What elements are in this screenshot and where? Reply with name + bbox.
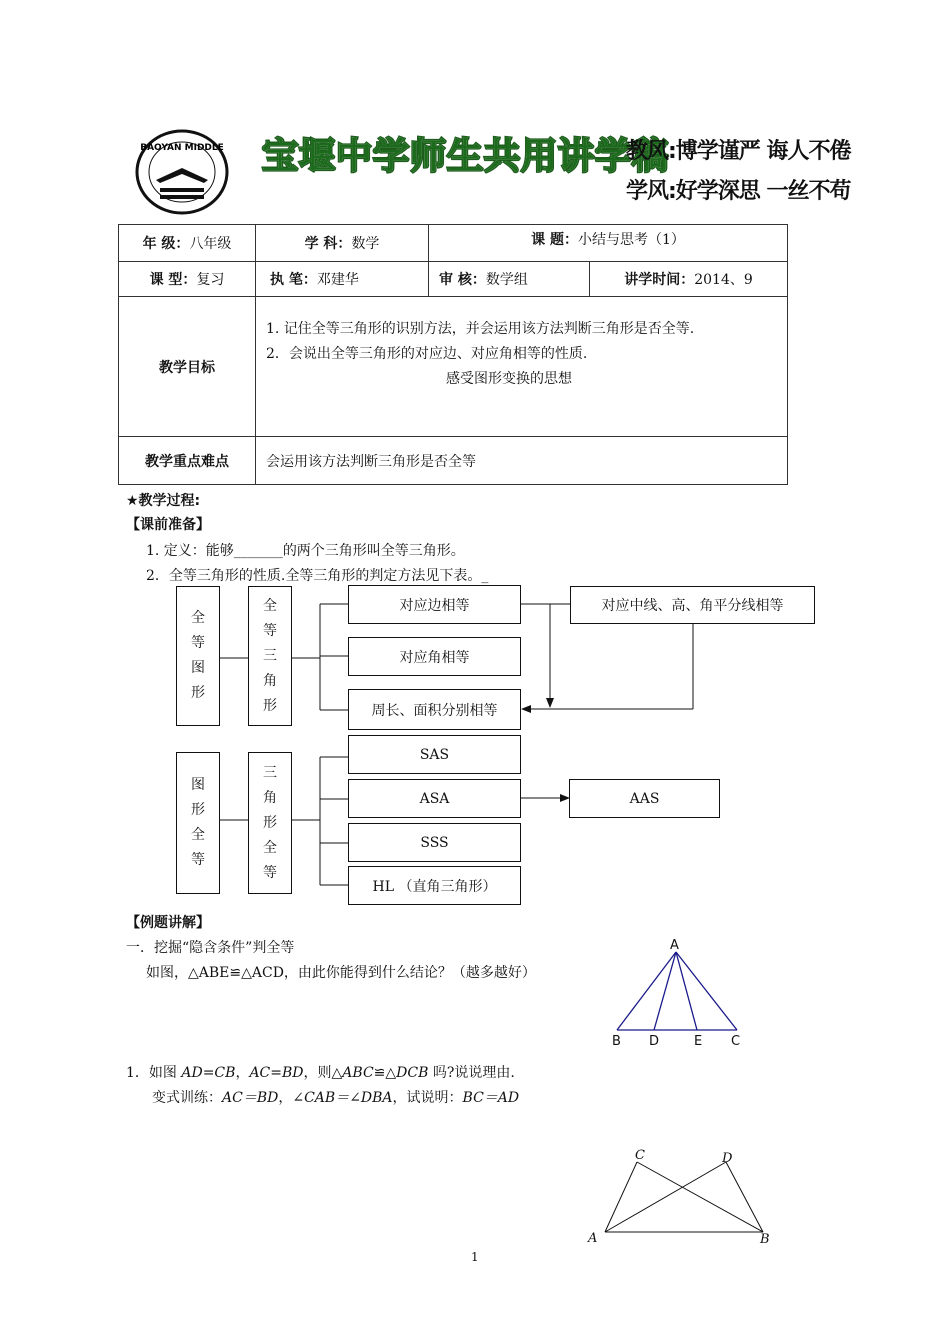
author-cell: 执 笔：邓建华	[256, 262, 429, 297]
label-b: B	[612, 1034, 621, 1049]
box-figure-congruence: 图 形 全 等	[176, 752, 220, 894]
box-medians-heights-equal: 对应中线、高、角平分线相等	[570, 586, 815, 624]
goal-2: 2．会说出全等三角形的对应边、对应角相等的性质.	[266, 346, 588, 362]
segment-ac	[676, 952, 737, 1030]
motto-learning: 学风:好学深思 一丝不苟	[626, 179, 851, 204]
examples-title: 【例题讲解】	[126, 915, 210, 931]
review-cell: 审 核：数学组	[429, 262, 590, 297]
example-1-question: 如图，△ABE≌△ACD，由此你能得到什么结论？（越多越好）	[146, 965, 536, 981]
box-sas: SAS	[348, 735, 521, 774]
goals-label: 教学目标	[119, 297, 256, 437]
prep-item-2: 2．全等三角形的性质.全等三角形的判定方法见下表。_	[146, 568, 489, 584]
goal-1: 1. 记住全等三角形的识别方法，并会运用该方法判断三角形是否全等.	[266, 321, 695, 337]
box-congruent-triangles: 全 等 三 角 形	[248, 586, 292, 726]
box-aas: AAS	[569, 779, 720, 818]
label-b: B	[760, 1232, 770, 1247]
label-a: A	[670, 938, 679, 953]
example-1-title: 一．挖掘“隐含条件”判全等	[126, 940, 295, 956]
prep-item-1: 1. 定义：能够_______的两个三角形叫全等三角形。	[146, 543, 465, 559]
key-label: 教学重点难点	[119, 437, 256, 485]
motto-teaching: 教风:博学谨严 诲人不倦	[626, 139, 851, 164]
label-d: D	[649, 1034, 660, 1049]
subject-cell: 学 科：数学	[256, 225, 429, 262]
label-a: A	[588, 1231, 598, 1246]
prep-title: 【课前准备】	[126, 517, 210, 533]
label-d: D	[722, 1151, 733, 1166]
figure-triangle-abc	[600, 935, 760, 1050]
figure-quadrilateral-abcd	[580, 1140, 780, 1250]
box-congruent-figures: 全 等 图 形	[176, 586, 220, 726]
label-c: C	[635, 1148, 645, 1163]
example-2-question: 1．如图 AD=CB，AC=BD，则△ABC≌△DCB 吗?说说理由.	[126, 1065, 515, 1081]
svg-text:BAOYAN MIDDLE: BAOYAN MIDDLE	[140, 143, 224, 153]
goal-3: 感受图形变换的思想	[446, 371, 572, 387]
label-c: C	[731, 1034, 741, 1049]
box-perimeter-area-equal: 周长、面积分别相等	[348, 689, 521, 730]
box-sides-equal: 对应边相等	[348, 585, 521, 624]
page-number: 1	[471, 1250, 479, 1264]
segment-ad	[654, 952, 676, 1030]
box-sss: SSS	[348, 823, 521, 862]
banner-title: 宝堰中学师生共用讲学稿	[262, 136, 670, 177]
box-angles-equal: 对应角相等	[348, 637, 521, 676]
time-cell: 讲学时间：2014、9	[590, 262, 788, 297]
segment-ac	[605, 1162, 637, 1232]
box-hl: HL （直角三角形）	[348, 866, 521, 905]
variant-exercise: 变式训练：AC＝BD，∠CAB＝∠DBA，试说明：BC＝AD	[152, 1090, 520, 1106]
segment-ad	[605, 1162, 726, 1232]
box-triangle-congruence: 三 角 形 全 等	[248, 752, 292, 894]
segment-ae	[676, 952, 697, 1030]
process-title: ★教学过程:	[126, 493, 201, 509]
label-e: E	[694, 1034, 703, 1049]
grade-cell: 年 级：八年级	[119, 225, 256, 262]
segment-ab	[617, 952, 676, 1030]
topic-cell: 课 题：小结与思考（1）	[429, 225, 788, 262]
key-content: 会运用该方法判断三角形是否全等	[256, 437, 788, 485]
box-asa: ASA	[348, 779, 521, 818]
fill-blank: _______	[233, 543, 283, 559]
type-cell: 课 型：复习	[119, 262, 256, 297]
